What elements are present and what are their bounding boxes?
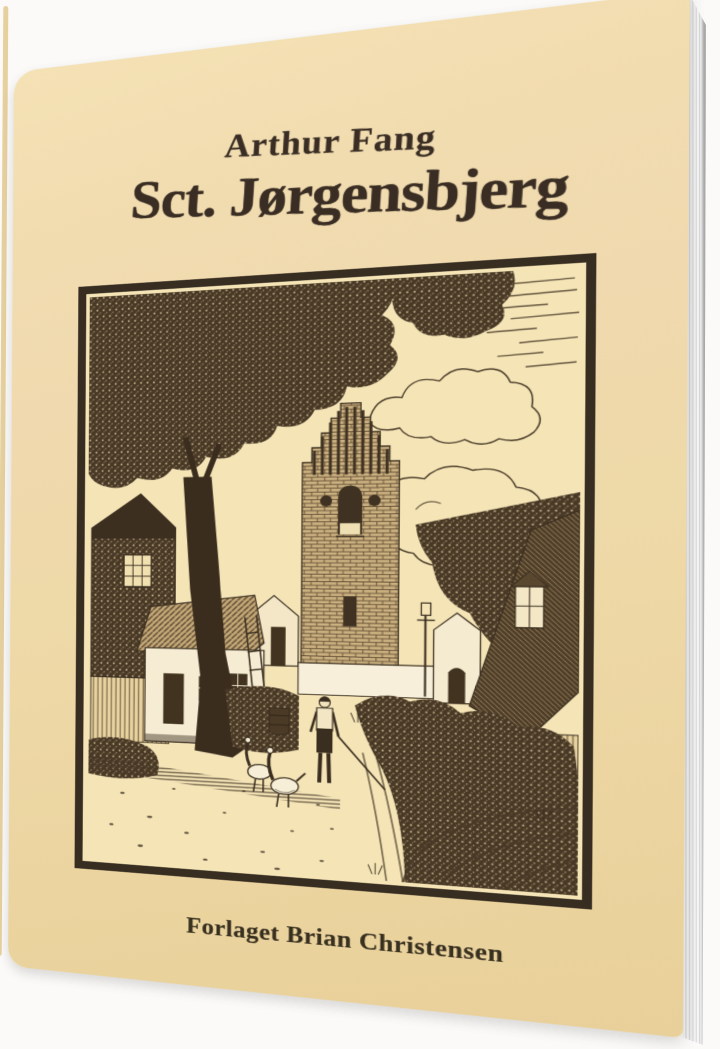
book-cover [8,0,690,1038]
publisher-line: Forlaget Brian Christensen [186,911,504,968]
church-village-illustration [86,267,582,896]
back-cover-edge [0,6,8,956]
book-title: Sct. Jørgensbjerg [128,154,571,231]
illustration-frame [75,253,597,910]
title-block [23,8,701,231]
author-line: Arthur Fang [223,117,438,166]
